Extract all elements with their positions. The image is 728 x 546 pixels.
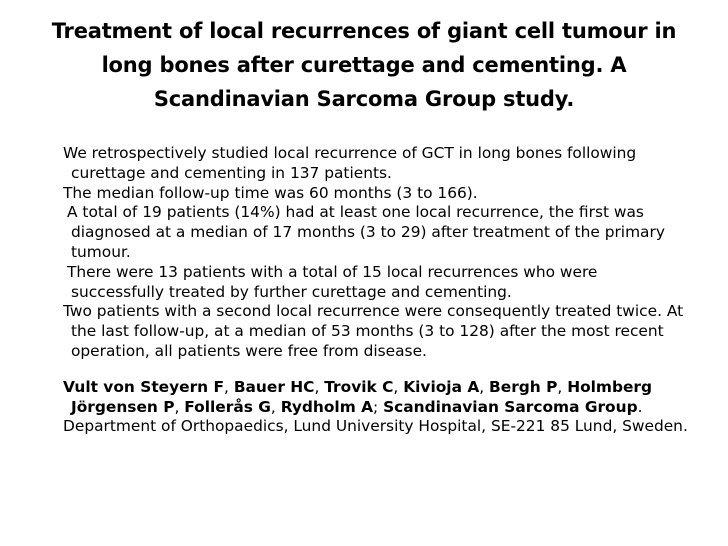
author-name: Rydholm A bbox=[280, 397, 374, 416]
author-name: Holmberg Jörgensen P bbox=[71, 377, 653, 416]
paragraph-study-summary: We retrospectively studied local recurrence of GCT in long bones following curettage and cementing in 137 patients. bbox=[63, 144, 637, 182]
spacer bbox=[63, 362, 693, 378]
paragraph-treatment-success: There were 13 patients with a total of 15 local recurrences who were successfully treated by further curettage and cementing. bbox=[67, 262, 598, 301]
author-name: Bergh P bbox=[489, 377, 558, 396]
author-name: Follerås G bbox=[184, 397, 271, 416]
paragraph-follow-up: The median follow-up time was 60 months (3 to 166). bbox=[63, 183, 478, 202]
author-group: Scandinavian Sarcoma Group bbox=[383, 397, 638, 416]
affiliation: Department of Orthopaedics, Lund University Hospital, SE-221 85 Lund, Sweden. bbox=[63, 417, 688, 436]
author-name: Trovik C bbox=[324, 377, 394, 396]
author-list: Vult von Steyern F, Bauer HC, Trovik C, Kivioja A, Bergh P, Holmberg Jörgensen P, Follerås G, Rydholm A; Scandinavian Sarcoma Group. bbox=[63, 377, 653, 416]
abstract-body bbox=[63, 144, 693, 437]
author-name: Vult von Steyern F bbox=[63, 377, 225, 396]
paragraph-recurrence-rate: A total of 19 patients (14%) had at least one local recurrence, the first was diagnosed at a median of 17 months (3 to 29) after treatment of the primary tumour. bbox=[67, 203, 665, 261]
slide-title: Treatment of local recurrences of giant cell tumour in long bones after curettage and cementing. A Scandinavian Sarcoma Group study. bbox=[51, 19, 677, 111]
paragraph-second-recurrence: Two patients with a second local recurrence were consequently treated twice. At the last follow-up, at a median of 53 months (3 to 128) after the most recent operation, all patients were free from disease. bbox=[63, 302, 684, 360]
author-name: Kivioja A bbox=[403, 377, 480, 396]
author-name: Bauer HC bbox=[233, 377, 315, 396]
